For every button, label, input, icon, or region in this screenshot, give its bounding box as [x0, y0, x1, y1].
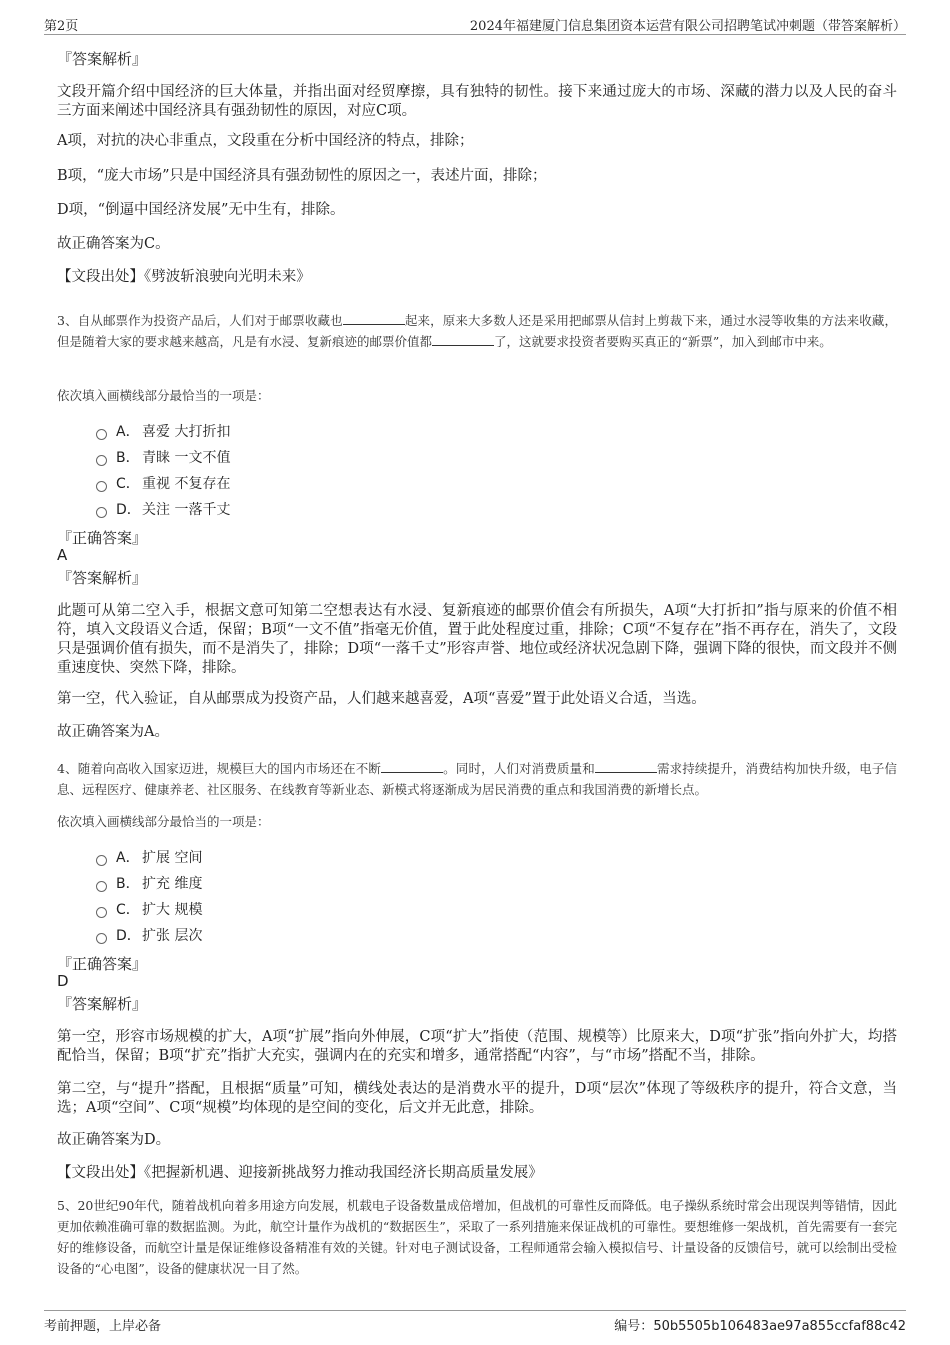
q2-source: 【文段出处】《劈波斩浪驶向光明未来》 — [57, 269, 311, 285]
document-code: 编号：50b5505b106483ae97a855ccfaf88c42 — [614, 1319, 906, 1334]
q3-option-d[interactable]: D． 关注 一落千丈 — [96, 496, 230, 522]
q4-correct-label: 『正确答案』 — [57, 955, 148, 973]
q3-correct-label: 『正确答案』 — [57, 529, 148, 547]
footer-slogan: 考前押题，上岸必备 — [44, 1319, 162, 1334]
radio-icon[interactable] — [96, 933, 107, 944]
q2-analysis-para-2: A项，对抗的决心非重点，文段重在分析中国经济的特点，排除； — [57, 133, 474, 149]
q3-options — [96, 418, 230, 522]
q3-answer: A — [57, 546, 68, 564]
q2-analysis-label: 『答案解析』 — [57, 50, 148, 68]
q2-conclusion: 故正确答案为C。 — [57, 236, 170, 252]
radio-icon[interactable] — [96, 855, 107, 866]
page-footer — [44, 1310, 906, 1335]
q4-options — [96, 844, 202, 948]
q3-analysis-label: 『答案解析』 — [57, 569, 148, 587]
radio-icon[interactable] — [96, 507, 107, 518]
radio-icon[interactable] — [96, 907, 107, 918]
q4-option-b[interactable]: B． 扩充 维度 — [96, 870, 202, 896]
document-title: 2024年福建厦门信息集团资本运营有限公司招聘笔试冲刺题（带答案解析） — [469, 19, 906, 34]
page-number: 第2页 — [44, 19, 79, 34]
q4-answer: D — [57, 972, 69, 990]
q3-instruction: 依次填入画横线部分最恰当的一项是： — [57, 388, 270, 403]
q4-source: 【文段出处】《把握新机遇、迎接新挑战努力推动我国经济长期高质量发展》 — [57, 1165, 543, 1181]
radio-icon[interactable] — [96, 455, 107, 466]
q2-analysis-para-4: D项，“倒逼中国经济发展”无中生有，排除。 — [57, 202, 345, 218]
q2-analysis-para-1: 文段开篇介绍中国经济的巨大体量，并指出面对经贸摩擦，具有独特的韧性。接下来通过庞大的市场、深藏的潜力以及人民的奋斗三方面来阐述中国经济具有强劲韧性的原因，对应C项。 — [57, 84, 897, 119]
q4-conclusion: 故正确答案为D。 — [57, 1132, 171, 1148]
q3-analysis-para-1: 此题可从第二空入手，根据文意可知第二空想表达有水浸、复新痕迹的邮票价值会有所损失，A项“大打折扣”指与原来的价值不相符，填入文段语义合适，保留；B项“一文不值”指毫无价值，置于此处程度过重，排除；C项“不复存在”指不再存在，消失了，文段只是强调价值有损失，而不是消失了，排除；D项“一落千丈”形容声誉、地位或经济状况急剧下降，强调下降的很快，而文段并不侧重速度快、突然下降，排除。 — [57, 603, 897, 676]
blank-line — [432, 333, 494, 346]
radio-icon[interactable] — [96, 481, 107, 492]
radio-icon[interactable] — [96, 429, 107, 440]
radio-icon[interactable] — [96, 881, 107, 892]
q3-conclusion: 故正确答案为A。 — [57, 724, 169, 740]
q2-analysis-para-3: B项，“庞大市场”只是中国经济具有强劲韧性的原因之一，表述片面，排除； — [57, 168, 547, 184]
q4-analysis-para-2: 第二空，与“提升”搭配，且根据“质量”可知，横线处表达的是消费水平的提升，D项“层次”体现了等级秩序的提升，符合文意，当选；A项“空间”、C项“规模”均体现的是空间的变化，后文并无此意，排除。 — [57, 1081, 897, 1116]
q4-option-a[interactable]: A． 扩展 空间 — [96, 844, 202, 870]
q3-stem: 3、自从邮票作为投资产品后，人们对于邮票收藏也 起来，原来大多数人还是采用把邮票从信封上剪裁下来，通过水浸等收集的方法来收藏，但是随着大家的要求越来越高，凡是有水浸、复新痕迹的邮票价值都 了，这就要求投资者要购买真正的“新票”，加入到邮市中来。 — [57, 313, 897, 349]
q4-instruction: 依次填入画横线部分最恰当的一项是： — [57, 814, 270, 829]
q5-stem: 5、20世纪90年代，随着战机向着多用途方向发展，机载电子设备数量成倍增加，但战机的可靠性反而降低。电子操纵系统时常会出现误判等错情，因此更加依赖准确可靠的数据监测。为此，航空计量作为战机的“数据医生”，采取了一系列措施来保证战机的可靠性。要想维修一架战机，首先需要有一套完好的维修设备，而航空计量是保证维修设备精准有效的关键。针对电子测试设备，工程师通常会输入模拟信号、计量设备的反馈信号，就可以绘制出受检设备的“心电图”，设备的健康状况一目了然。 — [57, 1198, 897, 1276]
page-header — [44, 12, 906, 35]
q3-option-a[interactable]: A． 喜爱 大打折扣 — [96, 418, 230, 444]
q3-option-b[interactable]: B． 青睐 一文不值 — [96, 444, 230, 470]
q3-analysis-para-2: 第一空，代入验证，自从邮票成为投资产品，人们越来越喜爱，A项“喜爱”置于此处语义合适，当选。 — [57, 691, 706, 707]
blank-line — [343, 312, 405, 325]
blank-line — [381, 760, 443, 773]
q3-option-c[interactable]: C． 重视 不复存在 — [96, 470, 230, 496]
q4-option-d[interactable]: D． 扩张 层次 — [96, 922, 202, 948]
q4-stem: 4、随着向高收入国家迈进，规模巨大的国内市场还在不断 。同时，人们对消费质量和 需求持续提升，消费结构加快升级，电子信息、远程医疗、健康养老、社区服务、在线教育等新业态、新模式将逐渐成为居民消费的重点和我国消费的新增长点。 — [57, 761, 897, 797]
q4-analysis-label: 『答案解析』 — [57, 995, 148, 1013]
blank-line — [595, 760, 657, 773]
q4-option-c[interactable]: C． 扩大 规模 — [96, 896, 202, 922]
q4-analysis-para-1: 第一空，形容市场规模的扩大，A项“扩展”指向外伸展，C项“扩大”指使（范围、规模等）比原来大，D项“扩张”指向外扩大，均搭配恰当，保留；B项“扩充”指扩大充实，强调内在的充实和增多，通常搭配“内容”，与“市场”搭配不当，排除。 — [57, 1029, 897, 1064]
